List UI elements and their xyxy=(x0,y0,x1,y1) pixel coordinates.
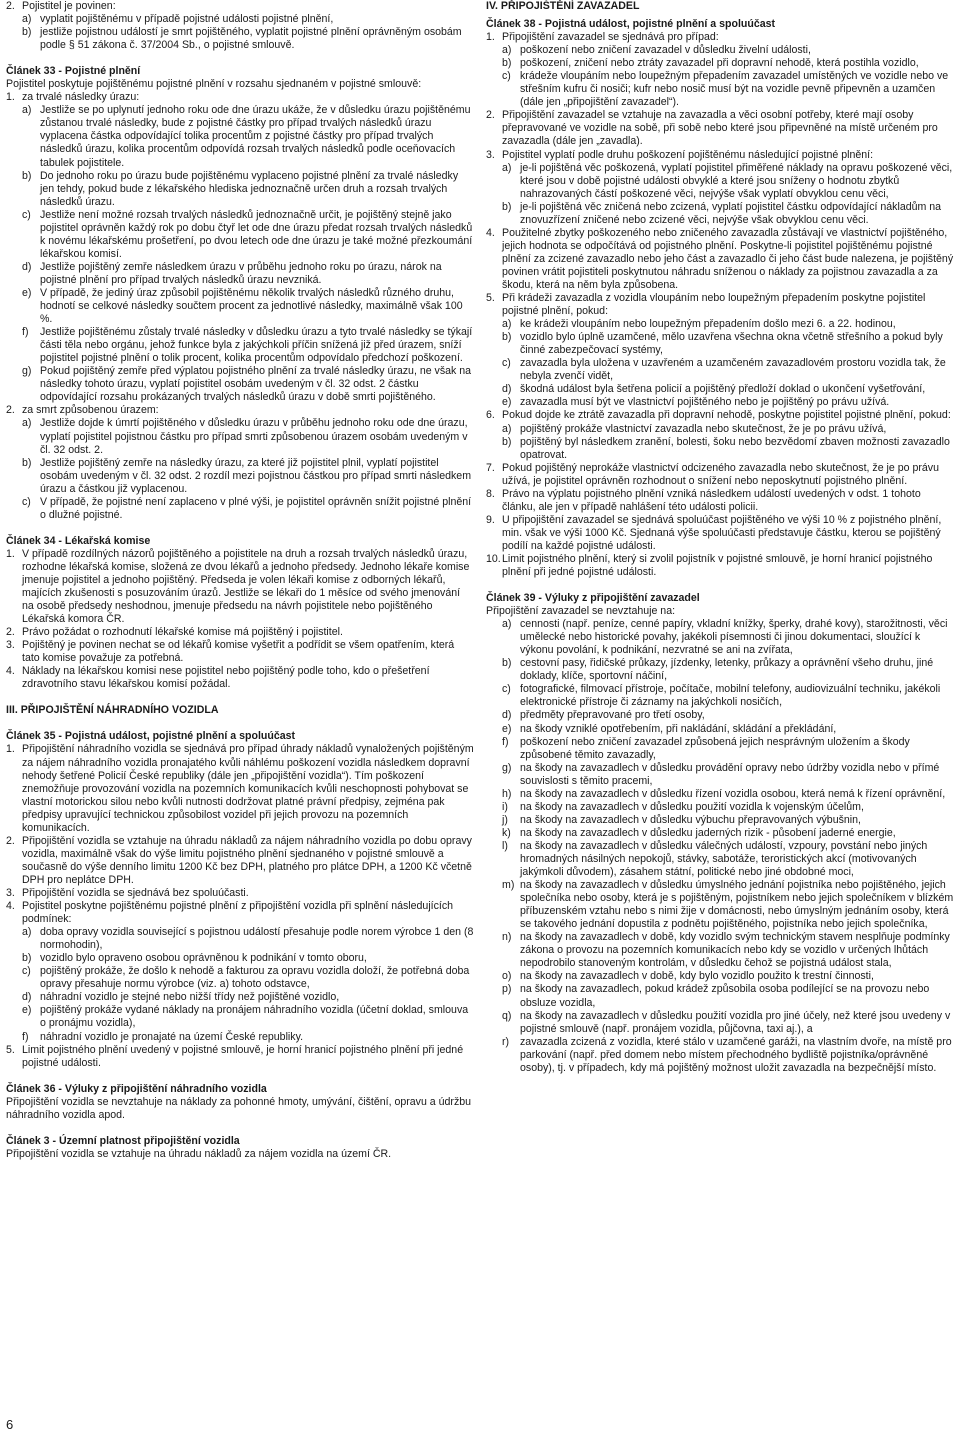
list-text: Při krádeži zavazadla z vozidla vloupáním nebo loupežným přepadením poskytne pojistitel pojistné plnění, pokud: xyxy=(502,292,926,318)
sub-list-item xyxy=(486,762,956,788)
list-text: na škody na zavazadlech v době, kdy bylo vozidlo použito k trestní činnosti, xyxy=(520,970,874,983)
sub-list-item xyxy=(486,70,956,109)
list-marker: j) xyxy=(502,813,508,826)
sub-list-item xyxy=(486,814,956,827)
list-text: na škody vzniklé opotřebením, při nakládání, skládání a překládání, xyxy=(520,722,837,735)
list-item xyxy=(486,462,956,488)
list-marker: 1. xyxy=(6,743,15,756)
sub-list-item xyxy=(486,162,956,201)
list-marker: b) xyxy=(22,456,32,469)
list-text: Pokud dojde ke ztrátě zavazadla při dopravní nehodě, poskytne pojistitel pojistné plnění, pokud: xyxy=(502,409,951,422)
spacer xyxy=(6,717,474,730)
spacer xyxy=(6,1122,474,1135)
list-marker: h) xyxy=(502,787,512,800)
section-heading: Článek 33 - Pojistné plnění xyxy=(6,65,141,78)
sub-list-item xyxy=(6,170,474,209)
list-marker: b) xyxy=(502,657,512,670)
list-item xyxy=(6,743,474,834)
list-text: pojištěný byl následkem zranění, bolesti, šoku nebo bezvědomí zbaven možnosti zavazadlo opatrovat. xyxy=(520,435,950,461)
section-heading: Článek 39 - Výluky z připojištění zavazadel xyxy=(486,592,700,605)
list-item xyxy=(6,548,474,626)
list-text: vyplatit pojištěnému v případě pojistné události pojistné plnění, xyxy=(40,13,334,26)
list-marker: 10. xyxy=(486,552,501,565)
sub-list-item xyxy=(6,26,474,52)
list-item xyxy=(6,665,474,691)
list-marker: 3. xyxy=(6,639,15,652)
sub-list-item xyxy=(486,57,956,70)
list-marker: d) xyxy=(22,991,32,1004)
list-item xyxy=(486,149,956,162)
right-column xyxy=(486,0,956,1075)
sub-list-item xyxy=(486,423,956,436)
list-marker: 2. xyxy=(6,626,15,639)
list-marker: l) xyxy=(502,839,508,852)
left-column xyxy=(6,0,474,1161)
list-marker: p) xyxy=(502,983,512,996)
list-marker: a) xyxy=(502,44,512,57)
list-marker: b) xyxy=(22,26,32,39)
list-text: náhradní vozidlo je pronajaté na území České republiky. xyxy=(40,1030,304,1043)
list-text: poškození nebo zničení zavazadel v důsledku živelní události, xyxy=(520,44,811,57)
list-text: je-li pojištěná věc poškozená, vyplatí pojistitel přiměřené náklady na opravu poškozené věci, které jsou v době pojistné události obvyklé a které jsou sníženy o hodnotu zbytků nahrazovaných částí poškozené věci, nejvýše však vyplatí obvyklou cenu věci, xyxy=(520,161,953,200)
list-text: vozidlo bylo úplně uzamčené, mělo uzavřena všechna okna včetně střešního a pokud byly činné zabezpečovací systémy, xyxy=(520,331,943,357)
list-text: na škody na zavazadlech v době, kdy vozidlo svým technickým stavem nesplňuje podmínky zákona o provozu na pozemních komunikacích nebo kdy se vozidlo v určených lhůtách nepodrobilo stanoveným kontrolám, v důsledku čehož se pojistná událost stala, xyxy=(520,931,950,970)
list-marker: i) xyxy=(502,800,508,813)
sub-list-item xyxy=(486,201,956,227)
sub-list-item xyxy=(486,383,956,396)
list-text: Pokud pojištěný neprokáže vlastnictví odcizeného zavazadla nebo skutečnost, že je po právu užívá, je pojistitel oprávněn rozhodnout o snížení nebo neposkytnutí pojistného plnění. xyxy=(502,461,939,487)
list-text: na škody na zavazadlech v důsledku výbuchu přepravovaných výbušnin, xyxy=(520,813,861,826)
list-text: zavazadla zcizená z vozidla, které stálo v uzamčené garáži, na vlastním dvoře, na místě pro parkování (např. před domem nebo místem přechodného bydliště pojistníka/oprávněné osoby), tj. v případech, kdy má pojištěný možnost uložit zavazadla na bezpečnější místo. xyxy=(520,1035,952,1074)
list-marker: d) xyxy=(22,260,32,273)
list-text: Použitelné zbytky poškozeného nebo zničeného zavazadla zůstávají ve vlastnictví pojištěného, jejich hodnota se odpočítává od pojistného plnění. Poskytne-li pojistitel pojištěnému pojistné plnění za zcizené zavazadlo nebo jeho část a zavazadlo či jeho část bude nalezena, je pojištěný povinen vrátit pojistiteli poskytnutou náhradu sníženou o náklady za pojistnou zavazadla a za škodu, která na něm byla způsobena. xyxy=(502,226,954,291)
list-text: Jestliže dojde k úmrtí pojištěného v důsledku úrazu v průběhu jednoho roku ode dne úrazu, vyplatí pojistitel pojistnou částku pro případ smrti způsobenou úrazem osobám uvedeným v čl. 32 odst. 2. xyxy=(40,417,468,456)
list-item xyxy=(486,553,956,579)
sub-list-item xyxy=(6,965,474,991)
list-text: Připojištění vozidla se sjednává bez spoluúčasti. xyxy=(22,887,249,899)
list-text: škodná událost byla šetřena policií a pojištěný předloží doklad o ukončení vyšetřování, xyxy=(520,383,926,396)
list-marker: o) xyxy=(502,970,512,983)
list-text: náhradní vozidlo je stejné nebo nižší třídy než pojištěné vozidlo, xyxy=(40,991,340,1004)
list-text: pojištěný prokáže vlastnictví zavazadla nebo skutečnost, že je po právu užívá, xyxy=(520,422,887,435)
sub-list-item xyxy=(486,436,956,462)
list-marker: 1. xyxy=(486,31,495,44)
section-heading: Článek 38 - Pojistná událost, pojistné plnění a spoluúčast xyxy=(486,18,776,31)
sub-list-item xyxy=(486,931,956,970)
sub-list-item xyxy=(486,44,956,57)
list-text: Náklady na lékařskou komisi nese pojistitel nebo pojištěný podle toho, kdo o přešetření zdravotního stavu lékařskou komisí požádal. xyxy=(22,665,430,691)
list-text: fotografické, filmovací přístroje, počítače, mobilní telefony, audiovizuální techniku, jakékoli elektronické přístroje či záznamy na jakýchkoli nosičích, xyxy=(520,683,941,709)
list-marker: e) xyxy=(22,1004,32,1017)
list-marker: a) xyxy=(502,318,512,331)
sub-list-item xyxy=(6,365,474,404)
list-text: cestovní pasy, řidičské průkazy, jízdenky, letenky, průkazy a oprávnění všeho druhu, jiné doklady, klíče, sportovní náčiní, xyxy=(520,657,934,683)
list-text: na škody na zavazadlech v důsledku použití vozidla pro jiné účely, než které jsou uvedeny v pojistné smlouvě (např. pronájem vozidla, půjčovna, taxi aj.), a xyxy=(520,1009,951,1035)
list-text: zavazadla musí být ve vlastnictví pojištěného nebo je pojištěný po právu užívá. xyxy=(520,396,890,409)
sub-list-item xyxy=(486,1036,956,1075)
sub-list-item xyxy=(486,1010,956,1036)
section-heading: IV. PŘIPOJIŠTĚNÍ ZAVAZADEL xyxy=(486,0,640,12)
list-text: Právo požádat o rozhodnutí lékařské komise má pojištěný i pojistitel. xyxy=(22,626,343,639)
list-marker: 2. xyxy=(6,834,15,847)
sub-list-item xyxy=(486,709,956,722)
sub-list-item xyxy=(486,657,956,683)
spacer xyxy=(486,579,956,592)
list-marker: b) xyxy=(502,57,512,70)
sub-list-item xyxy=(486,983,956,1009)
section-heading: Článek 36 - Výluky z připojištění náhradního vozidla xyxy=(6,1082,267,1095)
list-item xyxy=(6,404,474,417)
paragraph: Připojištění vozidla se nevztahuje na náklady za pohonné hmoty, umývání, čištění, opravu a údržbu náhradního vozidla apod. xyxy=(6,1095,472,1121)
spacer xyxy=(6,52,474,65)
list-text: na škody na zavazadlech v důsledku použití vozidla k vojenským účelům, xyxy=(520,800,864,813)
list-item xyxy=(486,488,956,514)
list-marker: a) xyxy=(22,104,32,117)
list-text: V případě, že pojistné není zaplaceno v plné výši, je pojistitel oprávněn snížit pojistné plnění o dlužné pojistné. xyxy=(40,495,472,521)
list-text: na škody na zavazadlech v důsledku válečných událostí, vzpoury, povstání nebo jiných hromadných násilných nepokojů, stávky, sabotáže, teroristických akcí (motivovaných jakýmkoli důvodem), zásahem státní, politické nebo jiné obdobné moci, xyxy=(520,839,928,879)
list-text: cennosti (např. peníze, cenné papíry, vkladní knížky, šperky, drahé kovy), starožitnosti, věci umělecké nebo historické povahy, jakékoli písemnosti či jinou dokumentaci, sloužící k výkonu povolání, k podnikání, nezvratné se ani na zvířata, xyxy=(520,618,948,657)
list-marker: d) xyxy=(502,709,512,722)
list-text: V případě rozdílných názorů pojištěného a pojistitele na druh a rozsah trvalých následků úrazu, rozhodne lékařská komise, složená ze dvou lékařů a jednoho předsedy. Jednoho lékaře komise jmenuje pojistitel a jednoho pojištěný. Předseda je volen lékaři komise z odborných lékařů, majících zkušenosti s posuzováním úrazů. Jestliže se lékaři do 1 měsíce od svého jmenování na osobě předsedy neshodnou, jmenuje předsedu na návrh pojistitele nebo pojištěného Lékařská komora ČR. xyxy=(22,547,470,626)
list-item xyxy=(486,292,956,318)
paragraph: Připojištění vozidla se vztahuje na úhradu nákladů za nájem vozidla na území ČR. xyxy=(6,1147,392,1160)
list-text: poškození nebo zničení zavazadel způsobená jejich nesprávným uložením a škody způsobené těmito zavazadly, xyxy=(520,735,910,761)
list-text: Pojistitel vyplatí podle druhu poškození pojištěnému následující pojistné plnění: xyxy=(502,148,874,161)
sub-list-item xyxy=(6,991,474,1004)
sub-list-item xyxy=(486,723,956,736)
list-marker: f) xyxy=(502,735,509,748)
list-marker: b) xyxy=(502,435,512,448)
sub-list-item xyxy=(6,1004,474,1030)
list-text: za smrt způsobenou úrazem: xyxy=(22,404,159,417)
list-marker: 9. xyxy=(486,513,495,526)
list-text: na škody na zavazadlech v důsledku provádění opravy nebo údržby vozidla nebo v přímé souvislosti s těmito pracemi, xyxy=(520,761,940,787)
list-item xyxy=(6,900,474,926)
list-text: Jestliže pojištěný zemře následkem úrazu v průběhu jednoho roku po úrazu, nárok na pojistné plnění pro případ trvalých následků úrazu nevzniká. xyxy=(40,260,442,286)
list-marker: 8. xyxy=(486,487,495,500)
list-marker: a) xyxy=(22,417,32,430)
list-marker: 5. xyxy=(6,1043,15,1056)
list-marker: e) xyxy=(502,722,512,735)
sub-list-item xyxy=(486,396,956,409)
sub-list-item xyxy=(486,788,956,801)
list-text: U připojištění zavazadel se sjednává spoluúčast pojištěného ve výši 10 % z pojistného plnění, min. však ve výši 1000 Kč. Sjednaná výše spoluúčasti představuje částku, kterou se pojištěný podílí na každé pojistné události. xyxy=(502,513,942,552)
sub-list-item xyxy=(486,827,956,840)
spacer xyxy=(6,691,474,704)
list-marker: 5. xyxy=(486,292,495,305)
sub-list-item xyxy=(486,331,956,357)
sub-list-item xyxy=(486,683,956,709)
list-text: je-li pojištěná věc zničená nebo zcizená, vyplatí pojistitel částku odpovídající nákladům na znovuzřízení zničené nebo zcizené věci, nejvýše však obvyklou cenu věci. xyxy=(520,200,942,226)
list-text: krádeže vloupáním nebo loupežným přepadením zavazadel umístěných ve vozidle nebo ve střešním kufru či nosiči; kufr nebo nosič musí být na vozidle pevně připevněn a uzamčen (dále jen „připojištění zavazadel“). xyxy=(520,70,949,109)
sub-list-item xyxy=(6,261,474,287)
list-marker: c) xyxy=(22,965,31,978)
list-text: pojištěný prokáže, že došlo k nehodě a fakturou za opravu vozidla doloží, že potřebná doba opravy přesahuje normu výrobce (viz. a) tohoto odstavce, xyxy=(40,965,470,991)
list-text: vozidlo bylo opraveno osobou oprávněnou k podnikání v tomto oboru, xyxy=(40,952,367,965)
list-marker: 3. xyxy=(6,887,15,899)
list-marker: 4. xyxy=(6,900,15,913)
list-marker: d) xyxy=(502,383,512,396)
list-text: Připojištění náhradního vozidla se sjednává pro případ úhrady nákladů vynaložených pojištěným za nájem náhradního vozidla pronajatého kvůli náhlému poškození vozidla následkem dopravní nehody šetřené Policií České republiky (dále jen „připojištění vozidla“). Tím poškození znemožňuje provozování vozidla na pozemních komunikacích kvůli neschopnosti pohybovat se vlastní motorickou silou nebo kvůli nutnosti dodržovat platné právní předpisy, zejména pak předpisy upravující technickou způsobilost vozidel při jejich provozu na pozemních komunikacích. xyxy=(22,743,474,834)
list-marker: a) xyxy=(502,618,512,631)
list-marker: 1. xyxy=(6,91,15,104)
list-text: Jestliže není možné rozsah trvalých následků jednoznačně určit, je pojištěný stejně jako pojistitel oprávněn každý rok po dobu čtyř let ode dne úrazu předat rozsah trvalých následků k novému lékařskému prošetření, po dvou letech ode dne úrazu je také možné přezkoumání lékařskou komisí. xyxy=(40,208,473,260)
list-item xyxy=(486,514,956,553)
list-text: Do jednoho roku po úrazu bude pojištěnému vyplaceno pojistné plnění za trvalé následky jen tehdy, pokud bude z lékařského hlediska jednoznačně určen druh a rozsah trvalých následků úrazu. xyxy=(40,169,459,208)
list-marker: c) xyxy=(502,683,511,696)
sub-list-item xyxy=(486,879,956,931)
list-marker: 6. xyxy=(486,409,495,422)
list-item xyxy=(6,835,474,887)
list-marker: g) xyxy=(502,761,512,774)
list-item xyxy=(486,409,956,422)
sub-list-item xyxy=(6,104,474,169)
list-item xyxy=(6,1044,474,1070)
list-marker: e) xyxy=(502,396,512,409)
list-item xyxy=(486,227,956,292)
list-marker: b) xyxy=(22,169,32,182)
sub-list-item xyxy=(6,326,474,365)
list-text: Pokud pojištěný zemře před výplatou pojistného plnění za trvalé následky úrazu, ne však na následky tohoto úrazu, vyplatí pojistitel osobám uvedeným v čl. 32 odst. 2 částku odpovídající rozsahu prokázaných trvalých následků úrazu v době smrti pojištěného. xyxy=(40,365,472,404)
list-marker: n) xyxy=(502,931,512,944)
list-text: Limit pojistného plnění uvedený v pojistné smlouvě, je horní hranicí pojistného plnění při jedné pojistné události. xyxy=(22,1043,464,1069)
section-heading: Článek 35 - Pojistná událost, pojistné plnění a spoluúčast xyxy=(6,730,296,743)
list-text: Připojištění zavazadel se vztahuje na zavazadla a věci osobní potřeby, které mají osoby přepravované ve vozidle na sobě, při sobě nebo které jsou připevněné na místě určeném pro zavazadla (dále jen „zavadla). xyxy=(502,109,938,148)
list-marker: 2. xyxy=(6,0,15,12)
list-marker: b) xyxy=(22,952,32,965)
list-marker: a) xyxy=(22,926,32,939)
list-text: pojištěný prokáže vydané náklady na pronájem náhradního vozidla (účetní doklad, smlouva o pronájmu vozidla), xyxy=(40,1004,469,1030)
sub-list-item xyxy=(486,357,956,383)
list-text: poškození, zničení nebo ztráty zavazadel při dopravní nehodě, která postihla vozidlo, xyxy=(520,57,919,70)
sub-list-item xyxy=(6,417,474,456)
spacer xyxy=(6,1070,474,1083)
list-text: doba opravy vozidla související s pojistnou událostí přesahuje podle norem výrobce 1 den (8 normohodin), xyxy=(40,926,474,952)
list-marker: g) xyxy=(22,365,32,378)
list-item xyxy=(486,109,956,148)
list-marker: a) xyxy=(502,161,512,174)
list-text: Pojištěný je povinen nechat se od lékařů komise vyšetřit a podřídit se všem opatřením, která tato komise považuje za potřebná. xyxy=(22,639,455,665)
list-marker: 4. xyxy=(6,665,15,678)
sub-list-item xyxy=(6,13,474,26)
list-text: ke krádeži vloupáním nebo loupežným přepadením došlo mezi 6. a 22. hodinou, xyxy=(520,318,896,331)
list-marker: c) xyxy=(502,357,511,370)
sub-list-item xyxy=(6,457,474,496)
list-text: na škody na zavazadlech v důsledku úmyslného jednání pojistníka nebo pojištěného, jejich společníka nebo osoby, která je s pojištěným, pojistníkem nebo jejich společníkem v blízkém příbuzenském vztahu nebo s nimi žije v domácnosti, nebo úmyslným jednáním osoby, která se takového jednání dopustila z podnětu pojištěného, pojistníka nebo jejich společníka, xyxy=(520,879,954,931)
list-item xyxy=(6,887,474,900)
list-marker: 7. xyxy=(486,461,495,474)
page-number: 6 xyxy=(6,1417,14,1432)
sub-list-item xyxy=(486,618,956,657)
list-marker: a) xyxy=(502,422,512,435)
list-marker: q) xyxy=(502,1009,512,1022)
list-text: Jestliže se po uplynutí jednoho roku ode dne úrazu ukáže, že v důsledku úrazu pojištěnému zůstanou trvalé následky, bude z pojistné částky pro případ trvalých následků úrazu vyplacena částka odpovídající tolika procentům z pojistné částky pro případ trvalých následků úrazu, kolika procentům odpovídá rozsah trvalých následků podle oceňovacích tabulek pojistitele. xyxy=(40,104,471,169)
section-heading: Článek 3 - Územní platnost připojištění vozidla xyxy=(6,1134,240,1147)
sub-list-item xyxy=(6,287,474,326)
list-marker: c) xyxy=(22,208,31,221)
list-text: Limit pojistného plnění, který si zvolil pojistník v pojistné smlouvě, je horní hranicí pojistného plnění při jedné pojistné události. xyxy=(502,552,933,579)
list-marker: c) xyxy=(22,495,31,508)
list-marker: c) xyxy=(502,70,511,83)
list-text: předměty přepravované pro třetí osoby, xyxy=(520,709,705,722)
list-marker: 2. xyxy=(6,404,15,417)
paragraph: Pojistitel poskytuje pojištěnému pojistné plnění v rozsahu sjednaném v pojistné smlouvě: xyxy=(6,78,422,91)
list-text: Připojištění vozidla se vztahuje na úhradu nákladů za nájem náhradního vozidla po dobu opravy vozidla, maximálně však do výše limitu pojistného plnění sjednaného v pojistné smlouvě a současně do výše denního limitu 1200 Kč bez DPH, platného pro plátce DPH, a 1200 Kč včetně DPH pro neplátce DPH. xyxy=(22,834,472,886)
list-text: Jestliže pojištěný zemře na následky úrazu, za které již pojistitel plnil, vyplatí pojistitel osobám uvedeným v čl. 32 odst. 2 rozdíl mezi pojistnou částkou pro případ smrti následkem úrazu a částkou již vyplacenou. xyxy=(40,456,472,495)
list-marker: 4. xyxy=(486,226,495,239)
list-item xyxy=(6,0,474,13)
list-item xyxy=(6,639,474,665)
sub-list-item xyxy=(6,1031,474,1044)
list-marker: f) xyxy=(22,1030,29,1043)
list-marker: m) xyxy=(502,879,515,892)
list-marker: f) xyxy=(22,326,29,339)
sub-list-item xyxy=(6,952,474,965)
sub-list-item xyxy=(6,926,474,952)
list-text: Připojištění zavazadel se sjednává pro případ: xyxy=(502,31,719,44)
sub-list-item xyxy=(486,970,956,983)
list-text: na škody na zavazadlech, pokud krádež způsobila osoba podílející se na provozu nebo obsluze vozidla, xyxy=(520,983,930,1009)
section-heading: Článek 34 - Lékařská komise xyxy=(6,534,151,547)
list-marker: b) xyxy=(502,200,512,213)
spacer xyxy=(6,522,474,535)
list-text: na škody na zavazadlech v důsledku jaderných rizik - působení jaderné energie, xyxy=(520,826,896,839)
list-item xyxy=(6,91,474,104)
list-marker: e) xyxy=(22,286,32,299)
list-marker: 2. xyxy=(486,109,495,122)
list-text: V případě, že jediný úraz způsobil pojištěnému několik trvalých následků různého druhu, hodnotí se celkové následky součtem procent za jednotlivé následky, maximálně však 100 %. xyxy=(40,286,463,326)
list-marker: 3. xyxy=(486,148,495,161)
list-marker: r) xyxy=(502,1035,510,1048)
list-text: jestliže pojistnou událostí je smrt pojištěného, vyplatit pojistné plnění oprávněným osobám podle § 51 zákona č. 37/2004 Sb., o pojistné smlouvě. xyxy=(40,26,462,52)
list-text: za trvalé následky úrazu: xyxy=(22,91,140,104)
list-text: Pojistitel je povinen: xyxy=(22,0,116,12)
section-heading: III. PŘIPOJIŠTĚNÍ NÁHRADNÍHO VOZIDLA xyxy=(6,704,219,717)
list-item xyxy=(6,626,474,639)
list-marker: b) xyxy=(502,331,512,344)
list-text: Právo na výplatu pojistného plnění vzniká následkem událostí uvedených v odst. 1 tohoto článku, ale jen v případě nahlášení této události policii. xyxy=(502,487,921,513)
list-marker: a) xyxy=(22,13,32,26)
list-text: na škody na zavazadlech v důsledku řízení vozidla osobou, která nemá k řízení oprávnění, xyxy=(520,787,946,800)
list-marker: 1. xyxy=(6,547,15,560)
list-text: Jestliže pojištěnému zůstaly trvalé následky v důsledku úrazu a tyto trvalé následky se týkají části těla nebo orgánu, jehož funkce byla z jakýchkoli příčin snížená již před úrazem, sníží pojistitel pojistné plnění o tolik procent, kolika procentům odpovídalo předchozí poškození. xyxy=(40,326,473,365)
sub-list-item xyxy=(6,496,474,522)
paragraph: Připojištění zavazadel se nevztahuje na: xyxy=(486,605,676,618)
list-item xyxy=(486,31,956,44)
list-marker: k) xyxy=(502,826,511,839)
sub-list-item xyxy=(6,209,474,261)
sub-list-item xyxy=(486,801,956,814)
list-text: zavazadla byla uložena v uzavřeném a uzamčeném zavazadlovém prostoru vozidla tak, že nebyla zvenčí vidět, xyxy=(520,357,946,383)
sub-list-item xyxy=(486,318,956,331)
list-text: Pojistitel poskytne pojištěnému pojistné plnění z připojištění vozidla při splnění následujících podmínek: xyxy=(22,900,454,926)
sub-list-item xyxy=(486,736,956,762)
sub-list-item xyxy=(486,840,956,879)
